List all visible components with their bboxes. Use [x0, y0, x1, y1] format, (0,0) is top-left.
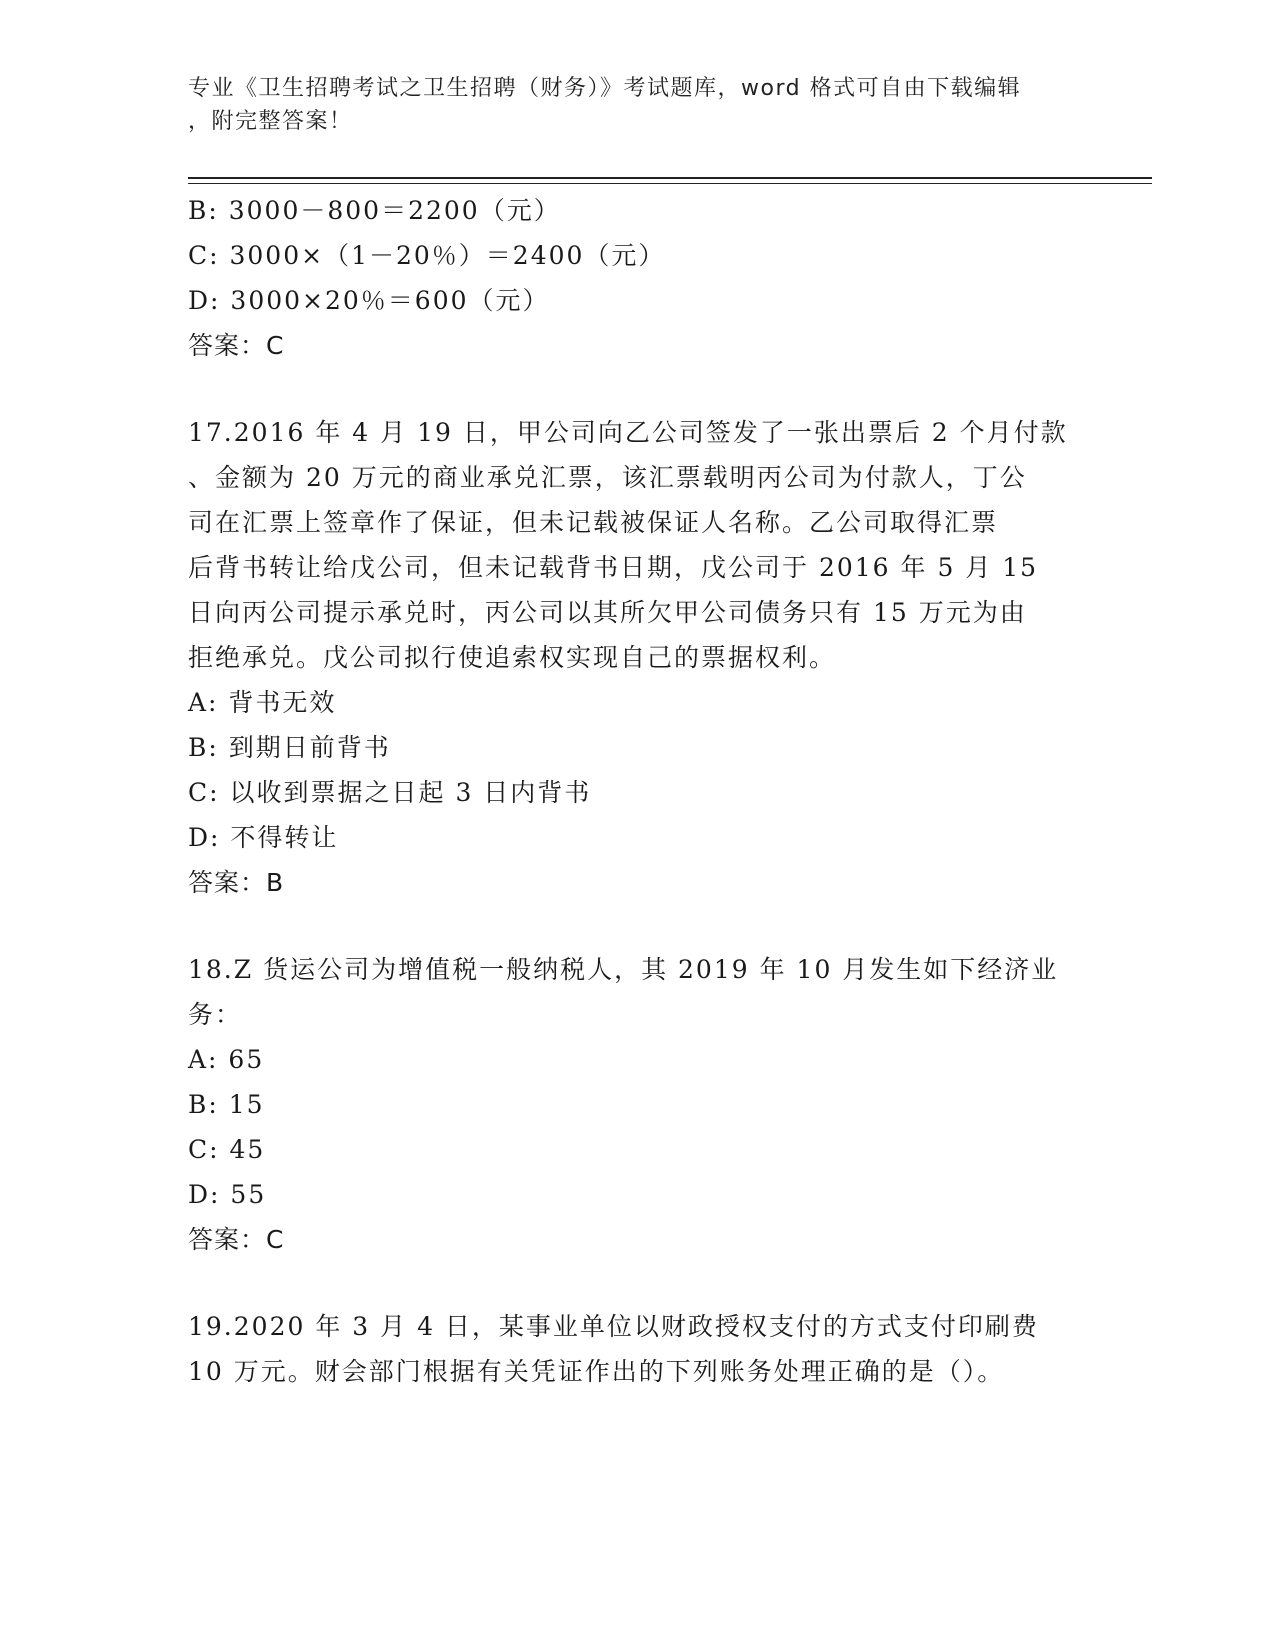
q17-stem-line: 司在汇票上签章作了保证，但未记载被保证人名称。乙公司取得汇票	[188, 508, 999, 537]
q16-option-d: D: 3000×20％＝600（元）	[188, 286, 550, 315]
spacer	[188, 905, 1088, 947]
q17-stem-line: 、金额为 20 万元的商业承兑汇票，该汇票载明丙公司为付款人，丁公	[188, 463, 1027, 492]
q17-option-d: D: 不得转让	[188, 823, 339, 852]
question-19	[188, 1304, 1088, 1394]
q17-option-b: B: 到期日前背书	[188, 733, 391, 762]
header-line-1: 专业《卫生招聘考试之卫生招聘（财务）》考试题库，word 格式可自由下载编辑	[188, 76, 1022, 101]
spacer	[188, 368, 1088, 410]
header-divider-thin	[188, 183, 1152, 184]
q17-option-c: C: 以收到票据之日起 3 日内背书	[188, 778, 592, 807]
q18-option-d: D: 55	[188, 1180, 267, 1209]
q16-answer: 答案：C	[188, 331, 285, 360]
q19-stem-line: 10 万元。财会部门根据有关凭证作出的下列账务处理正确的是（）。	[188, 1357, 1005, 1386]
q18-option-b: B: 15	[188, 1090, 265, 1119]
q17-stem-line: 拒绝承兑。戊公司拟行使追索权实现自己的票据权利。	[188, 643, 837, 672]
header-line-2: ，附完整答案！	[188, 109, 353, 134]
question-17	[188, 410, 1088, 905]
question-content	[188, 188, 1088, 1394]
q18-option-c: C: 45	[188, 1135, 266, 1164]
q17-stem-line: 日向丙公司提示承兑时，丙公司以其所欠甲公司债务只有 15 万元为由	[188, 598, 1027, 627]
q18-stem-line: 务：	[188, 1000, 243, 1029]
q18-answer: 答案：C	[188, 1225, 285, 1254]
q16-option-c: C: 3000×（1－20％）＝2400（元）	[188, 241, 666, 270]
document-header	[188, 72, 1088, 138]
q19-stem-line: 19.2020 年 3 月 4 日，某事业单位以财政授权支付的方式支付印刷费	[188, 1312, 1039, 1341]
spacer	[188, 1262, 1088, 1304]
q17-option-a: A: 背书无效	[188, 688, 337, 717]
question-16	[188, 188, 1088, 368]
q17-answer: 答案：B	[188, 868, 285, 897]
q16-option-b: B: 3000－800＝2200（元）	[188, 196, 561, 225]
q18-stem-line: 18.Z 货运公司为增值税一般纳税人，其 2019 年 10 月发生如下经济业	[188, 955, 1059, 984]
header-divider-thick	[188, 177, 1152, 179]
q17-stem-line: 后背书转让给戊公司，但未记载背书日期，戊公司于 2016 年 5 月 15	[188, 553, 1039, 582]
question-18	[188, 947, 1088, 1262]
q17-stem-line: 17.2016 年 4 月 19 日，甲公司向乙公司签发了一张出票后 2 个月付款	[188, 418, 1068, 447]
q18-option-a: A: 65	[188, 1045, 265, 1074]
